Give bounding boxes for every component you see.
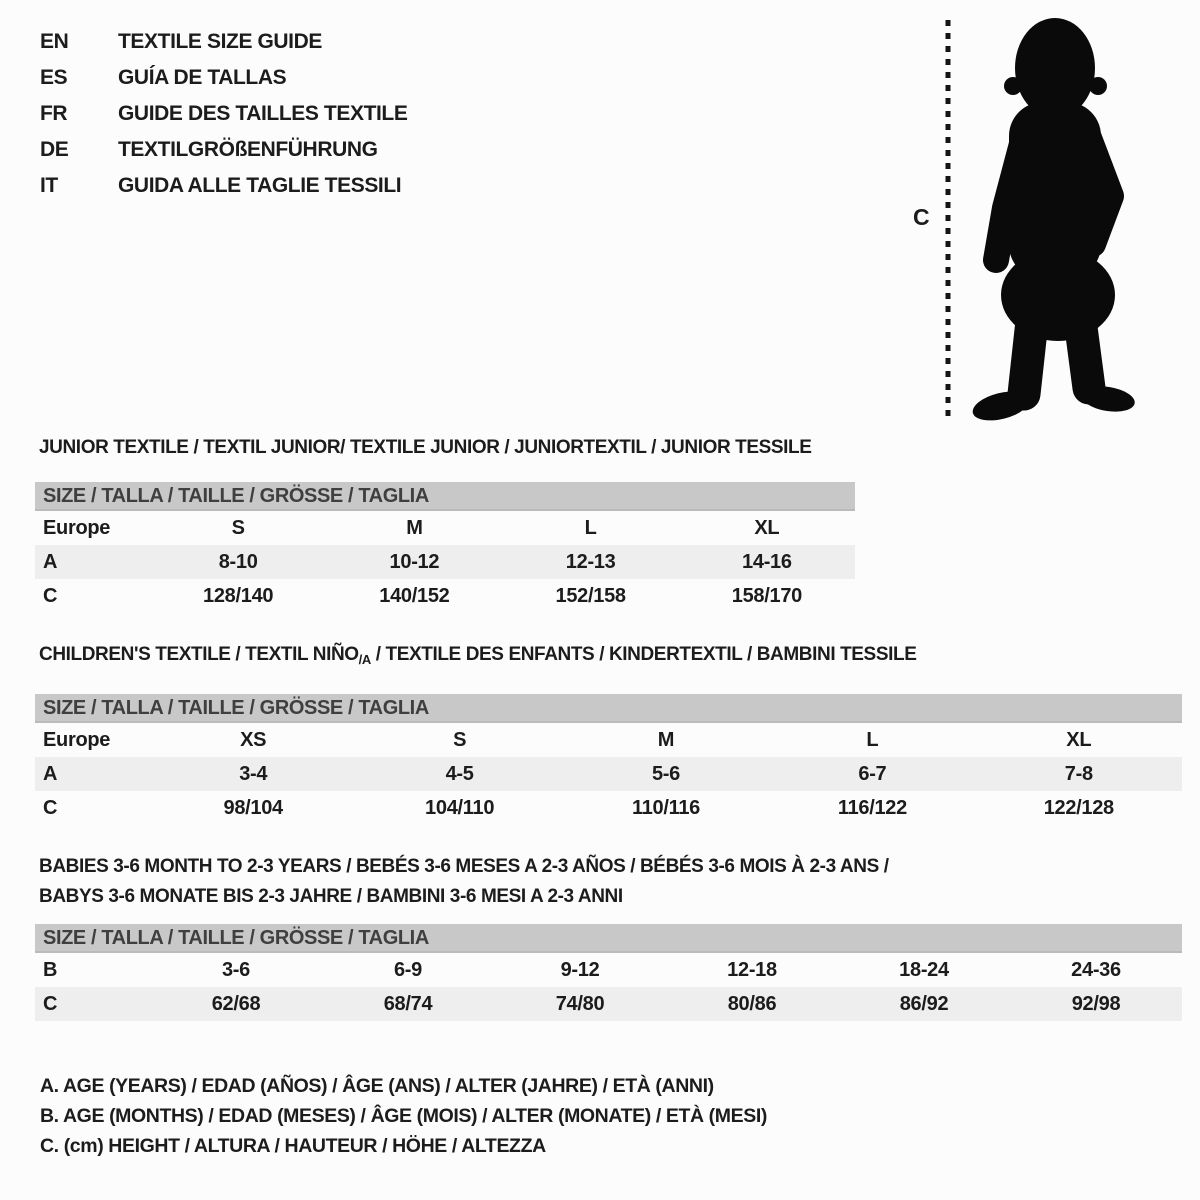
size-value: 110/116 (631, 796, 700, 819)
size-value: S (231, 516, 245, 539)
size-value: 68/74 (383, 992, 433, 1015)
table-rows (35, 511, 855, 613)
language-code: EN (40, 30, 69, 53)
language-title-list (40, 24, 407, 204)
language-row-es (40, 60, 407, 96)
table-rows (35, 723, 1182, 825)
row-label: A (43, 550, 58, 573)
title-line-2: BABYS 3-6 MONATE BIS 2-3 JAHRE / BAMBINI 3-6 MESI A 2-3 ANNI (39, 886, 623, 907)
language-code: DE (40, 138, 69, 161)
table-row (35, 545, 855, 579)
language-code: ES (40, 66, 68, 89)
size-value: 98/104 (223, 796, 283, 819)
row-label: Europe (43, 516, 111, 539)
size-value: 158/170 (731, 584, 802, 607)
section-junior-textile (35, 433, 855, 613)
size-value: L (866, 728, 879, 751)
size-value: 5-6 (651, 762, 680, 785)
guide-title-it: GUIDA ALLE TAGLIE TESSILI (118, 174, 402, 197)
row-label: C (43, 992, 58, 1015)
row-label: A (43, 762, 58, 785)
title-text: CHILDREN'S TEXTILE / TEXTIL NIÑO (39, 644, 359, 665)
size-value: 152/158 (555, 584, 626, 607)
language-row-fr (40, 96, 407, 132)
language-row-en (40, 24, 407, 60)
size-value: 116/122 (837, 796, 907, 819)
height-measure-label: C (913, 204, 930, 230)
size-value: 9-12 (560, 958, 600, 981)
title-subscript: /A (358, 652, 371, 667)
table-row (35, 511, 855, 545)
size-value: XS (240, 728, 267, 751)
toddler-silhouette-icon (965, 12, 1140, 424)
table-header: SIZE / TALLA / TAILLE / GRÖSSE / TAGLIA (35, 924, 1182, 953)
row-label: C (43, 584, 58, 607)
size-value: 6-7 (858, 762, 887, 785)
size-value: 3-6 (221, 958, 250, 981)
table-row (35, 987, 1182, 1021)
size-value: 3-4 (239, 762, 268, 785)
size-value: 14-16 (742, 550, 792, 573)
row-label: Europe (43, 728, 111, 751)
table-header: SIZE / TALLA / TAILLE / GRÖSSE / TAGLIA (35, 482, 855, 511)
language-row-de (40, 132, 407, 168)
size-value: 8-10 (218, 550, 258, 573)
section-title: JUNIOR TEXTILE / TEXTIL JUNIOR/ TEXTILE JUNIOR / JUNIORTEXTIL / JUNIOR TESSILE (39, 437, 812, 458)
row-label: C (43, 796, 58, 819)
size-value: 24-36 (1071, 958, 1121, 981)
babies-size-table (35, 924, 1182, 1021)
section-children-textile (35, 640, 1182, 825)
size-value: S (453, 728, 467, 751)
height-measure-figure (905, 0, 1165, 440)
size-value: M (406, 516, 423, 539)
size-value: 62/68 (211, 992, 261, 1015)
size-value: L (584, 516, 597, 539)
size-value: 86/92 (899, 992, 949, 1015)
size-value: 104/110 (425, 796, 495, 819)
size-value: 92/98 (1071, 992, 1121, 1015)
size-value: 7-8 (1064, 762, 1093, 785)
guide-title-de: TEXTILGRÖßENFÜHRUNG (118, 138, 378, 161)
title-line-1: BABIES 3-6 MONTH TO 2-3 YEARS / BEBÉS 3-6 MESES A 2-3 AÑOS / BÉBÉS 3-6 MOIS À 2-3 ANS / (39, 856, 889, 877)
guide-title-fr: GUIDE DES TAILLES TEXTILE (118, 102, 408, 125)
legend-line-height: C. (cm) HEIGHT / ALTURA / HAUTEUR / HÖHE / ALTEZZA (40, 1135, 546, 1157)
table-row (35, 579, 855, 613)
title-text: / TEXTILE DES ENFANTS / KINDERTEXTIL / BAMBINI TESSILE (370, 644, 917, 665)
size-value: 80/86 (727, 992, 777, 1015)
legend-line-age-years: A. AGE (YEARS) / EDAD (AÑOS) / ÂGE (ANS) / ALTER (JAHRE) / ETÀ (ANNI) (40, 1075, 714, 1097)
guide-title-es: GUÍA DE TALLAS (118, 66, 287, 89)
measurement-legend (40, 1071, 767, 1161)
language-row-it (40, 168, 407, 204)
height-dashed-line (944, 18, 952, 418)
table-row (35, 757, 1182, 791)
section-title (39, 852, 1182, 912)
language-code: IT (40, 174, 58, 197)
table-rows (35, 953, 1182, 1021)
section-title (39, 640, 1182, 675)
size-value: XL (754, 516, 780, 539)
table-row (35, 953, 1182, 987)
size-value: 18-24 (899, 958, 949, 981)
section-babies-textile (35, 852, 1182, 1021)
size-value: 10-12 (389, 550, 440, 573)
size-value: M (657, 728, 675, 751)
size-value: 12-18 (727, 958, 777, 981)
size-value: 74/80 (555, 992, 605, 1015)
language-code: FR (40, 102, 68, 125)
table-row (35, 723, 1182, 757)
size-value: 122/128 (1043, 796, 1114, 819)
size-value: 6-9 (393, 958, 422, 981)
legend-line-age-months: B. AGE (MONTHS) / EDAD (MESES) / ÂGE (MOIS) / ALTER (MONATE) / ETÀ (MESI) (40, 1105, 767, 1127)
table-header: SIZE / TALLA / TAILLE / GRÖSSE / TAGLIA (35, 694, 1182, 723)
children-size-table (35, 694, 1182, 825)
size-value: XL (1066, 728, 1092, 751)
table-row (35, 791, 1182, 825)
junior-size-table (35, 482, 855, 613)
size-value: 12-13 (565, 550, 616, 573)
size-value: 140/152 (379, 584, 450, 607)
row-label: B (43, 958, 58, 981)
guide-title-en: TEXTILE SIZE GUIDE (118, 30, 322, 53)
size-value: 4-5 (445, 762, 474, 785)
size-value: 128/140 (203, 584, 274, 607)
